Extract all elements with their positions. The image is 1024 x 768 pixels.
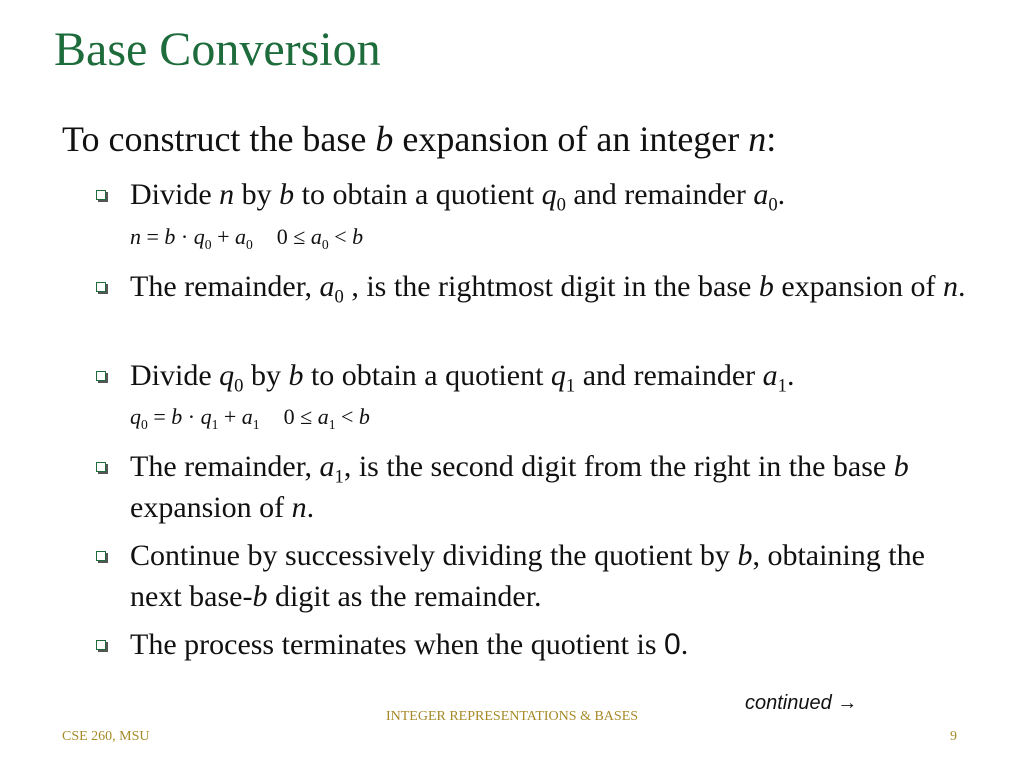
footer-course: CSE 260, MSU — [62, 729, 150, 744]
bullet-marker-icon — [96, 462, 106, 472]
bullet-remainder-second: The remainder, $a_1$, is the second digit from the right in the base b expansion of n. — [130, 446, 970, 528]
bullet-marker-icon — [96, 551, 106, 561]
bullet-continue: Continue by successively dividing the quotient by b, obtaining the next base-b digit as the remainder. — [130, 535, 970, 617]
bullet-divide-q0: Divide $q_0$ by b to obtain a quotient $q_1$ and remainder $a_1$. — [130, 355, 970, 396]
bullet-marker-icon — [96, 282, 106, 292]
bullet-marker-icon — [96, 371, 106, 381]
bullet-marker-icon — [96, 640, 106, 650]
bullet-divide-n: Divide n by b to obtain a quotient $q_0$ and remainder $a_0$. — [130, 174, 970, 215]
bullet-terminates: The process terminates when the quotient is 0. — [130, 624, 970, 665]
footer-page-number: 9 — [950, 729, 957, 744]
slide-title: Base Conversion — [54, 23, 381, 76]
footer-topic: INTEGER REPRESENTATIONS & BASES — [385, 709, 639, 724]
continued-note: continued → — [745, 692, 858, 714]
bullet-marker-icon — [96, 190, 106, 200]
formula-first-division: $n = b \cdot q_0 + a_0$ $0 \le a_0 < b$ — [130, 224, 364, 252]
formula-second-division: $q_0 = b \cdot q_1 + a_1$ $0 \le a_1 < b$ — [130, 404, 370, 432]
bullet-remainder-rightmost: The remainder, $a_0$ , is the rightmost digit in the base b expansion of n. — [130, 266, 970, 307]
intro-text: To construct the base b expansion of an integer n: — [62, 119, 777, 159]
